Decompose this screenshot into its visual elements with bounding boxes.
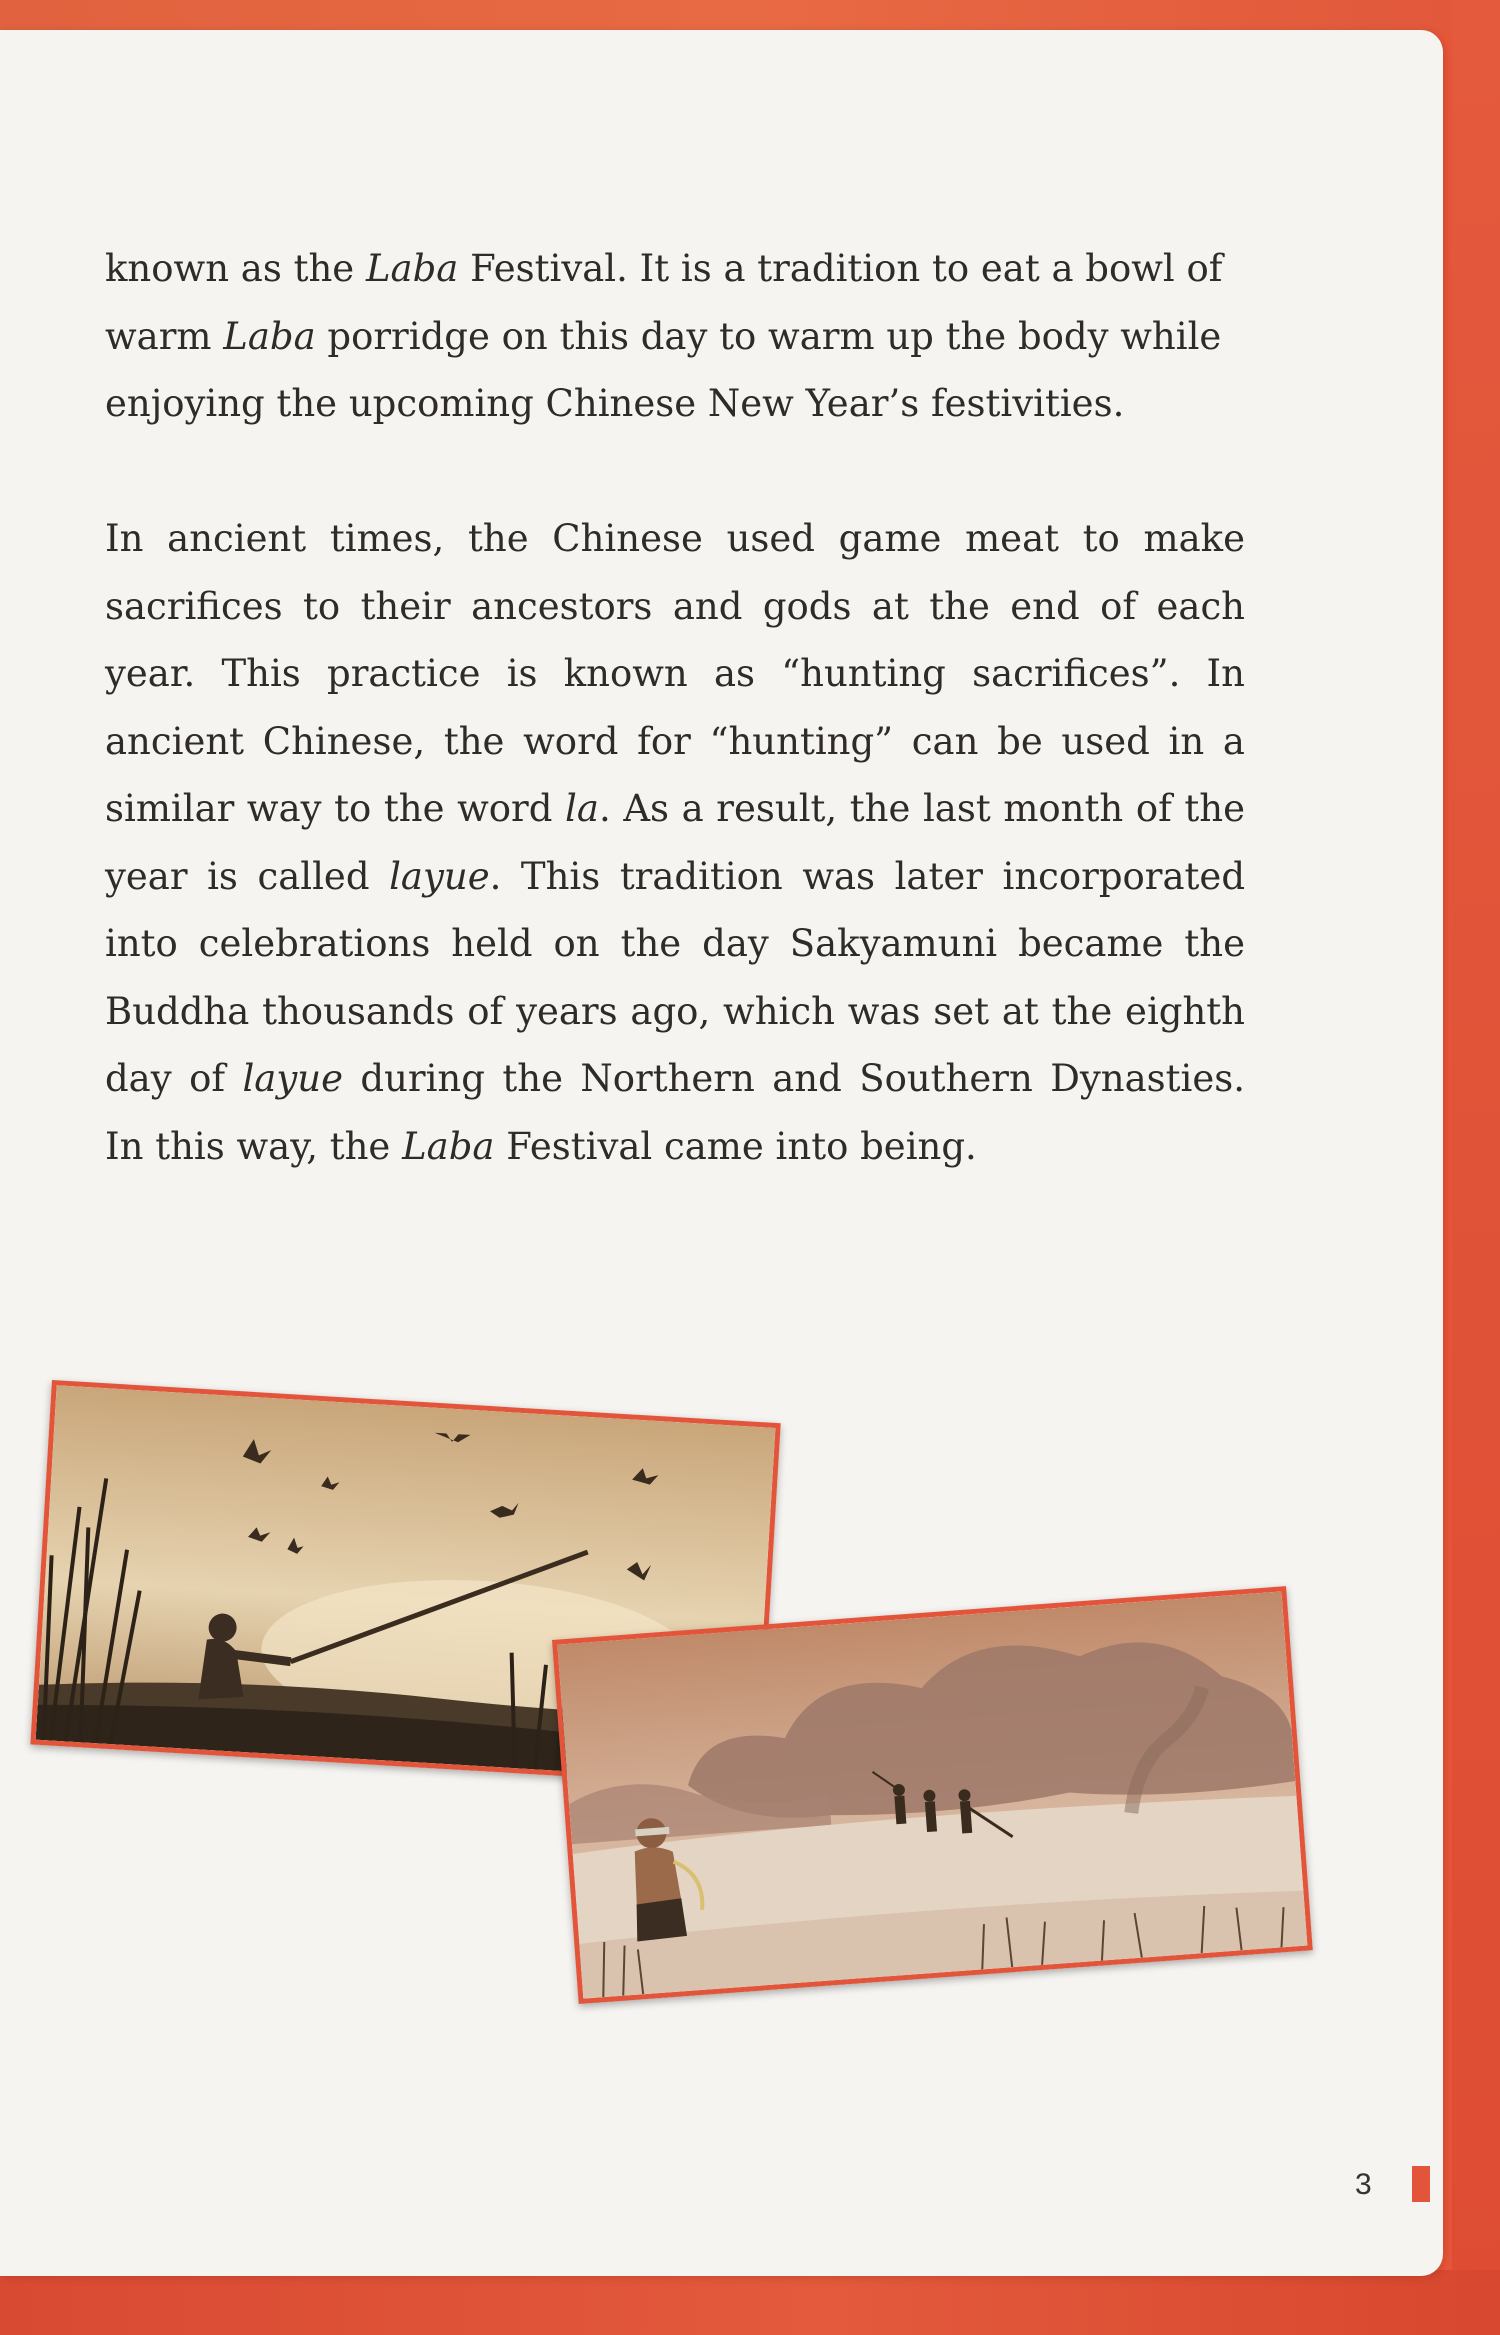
paragraph-line: similar way to the word la. As a result, the last month of the [105, 787, 1245, 830]
page-number-marker [1412, 2166, 1430, 2202]
paragraph-line: into celebrations held on the day Sakyamuni became the [105, 922, 1245, 965]
paragraph-line: sacrifices to their ancestors and gods at the end of each [105, 584, 1245, 628]
paragraph-line: warm Laba porridge on this day to warm up the body while [105, 314, 1222, 358]
page-number: 3 [1355, 2168, 1372, 2201]
bottom-border [0, 2270, 1500, 2335]
paragraph-line: ancient Chinese, the word for “hunting” can be used in a [105, 719, 1245, 763]
paragraph-line: enjoying the upcoming Chinese New Year’s festivities. [105, 382, 1125, 425]
paragraph-2 [105, 505, 1245, 1180]
paragraph-line: day of layue during the Northern and Southern Dynasties. [105, 1057, 1246, 1100]
hunters-running-on-plain-illustration [552, 1586, 1313, 2004]
right-border [1452, 0, 1500, 2335]
paragraph-line: year is called layue. This tradition was later incorporated [105, 854, 1245, 898]
paragraph-line: year. This practice is known as “hunting sacrifices”. In [105, 652, 1245, 695]
paragraph-line: In this way, the Laba Festival came into being. [105, 1124, 977, 1168]
paragraph-line: Buddha thousands of years ago, which was set at the eighth [105, 989, 1245, 1033]
paragraph-line: known as the Laba Festival. It is a tradition to eat a bowl of [105, 247, 1223, 290]
top-border [0, 0, 1500, 34]
paragraph-1 [105, 235, 1245, 438]
paragraph-line: In ancient times, the Chinese used game meat to make [105, 517, 1245, 560]
